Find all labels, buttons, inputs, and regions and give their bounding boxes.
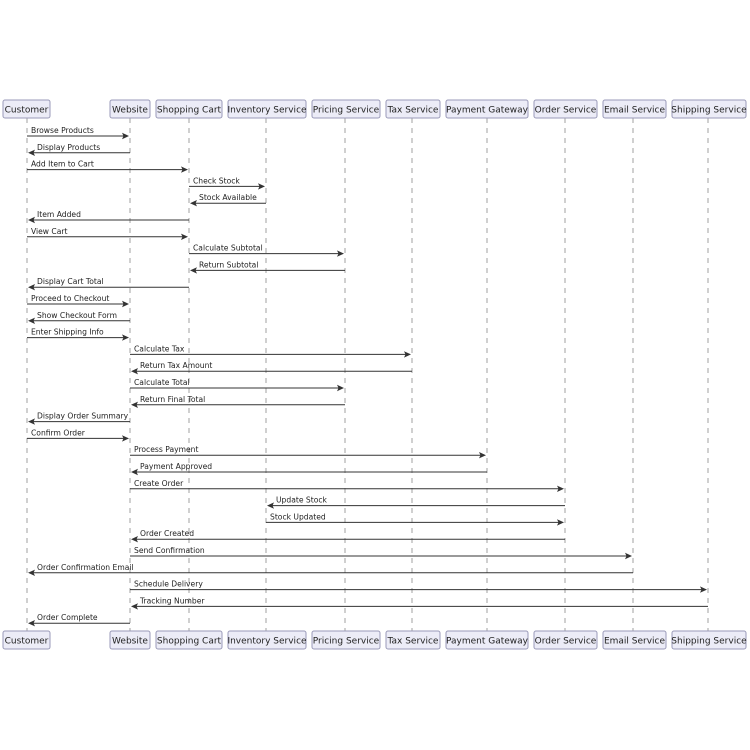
participant-customer-bottom xyxy=(3,631,50,649)
participant-customer-top xyxy=(3,100,50,118)
participant-pricing-bottom xyxy=(312,631,380,649)
participant-label: Shopping Cart xyxy=(156,636,222,647)
message-label: Display Cart Total xyxy=(37,277,104,287)
message-label: Check Stock xyxy=(193,176,240,186)
message-2 xyxy=(28,143,130,156)
message-15 xyxy=(131,361,412,374)
participant-order-top xyxy=(534,100,597,118)
message-13 xyxy=(27,328,129,341)
message-label: View Cart xyxy=(31,226,68,236)
message-20 xyxy=(130,445,486,458)
message-label: Payment Approved xyxy=(140,462,213,471)
message-16 xyxy=(130,378,344,391)
message-label: Stock Available xyxy=(199,193,257,203)
participant-label: Email Service xyxy=(603,105,666,116)
participant-pricing-top xyxy=(312,100,380,118)
participant-shipping-top xyxy=(671,100,747,118)
message-4 xyxy=(189,176,265,189)
message-29 xyxy=(131,596,708,609)
participant-label: Tax Service xyxy=(387,105,439,116)
message-label: Confirm Order xyxy=(31,428,85,438)
message-label: Display Order Summary xyxy=(37,411,129,421)
message-label: Order Created xyxy=(140,529,195,539)
message-21 xyxy=(131,462,487,475)
lifelines xyxy=(27,118,708,631)
message-label: Proceed to Checkout xyxy=(31,294,110,303)
participant-headers-bottom xyxy=(3,631,747,649)
message-17 xyxy=(131,395,345,408)
participant-label: Tax Service xyxy=(387,636,439,647)
message-9 xyxy=(190,260,345,273)
message-label: Process Payment xyxy=(134,445,199,455)
message-label: Add Item to Cart xyxy=(31,159,94,169)
participant-payment-top xyxy=(446,100,529,118)
participant-label: Pricing Service xyxy=(312,636,380,647)
participant-email-top xyxy=(603,100,666,118)
message-3 xyxy=(27,160,188,173)
participant-cart-bottom xyxy=(156,631,222,649)
message-26 xyxy=(130,546,632,559)
participant-email-bottom xyxy=(603,631,666,649)
messages xyxy=(27,126,708,626)
participant-order-bottom xyxy=(534,631,597,649)
message-label: Return Subtotal xyxy=(199,260,259,270)
message-22 xyxy=(130,479,564,492)
message-label: Enter Shipping Info xyxy=(31,327,104,337)
participant-label: Pricing Service xyxy=(312,105,380,116)
participant-label: Order Service xyxy=(534,105,597,116)
participant-headers-top xyxy=(3,100,747,118)
participant-shipping-bottom xyxy=(671,631,747,649)
message-label: Calculate Tax xyxy=(134,344,185,354)
message-14 xyxy=(130,344,411,357)
message-28 xyxy=(130,580,707,593)
participant-payment-bottom xyxy=(446,631,529,649)
participant-website-bottom xyxy=(110,631,150,649)
message-10 xyxy=(28,277,189,290)
message-label: Send Confirmation xyxy=(134,546,205,555)
message-label: Display Products xyxy=(37,142,101,152)
message-6 xyxy=(28,210,189,223)
participant-inventory-bottom xyxy=(227,631,307,649)
participant-inventory-top xyxy=(227,100,307,118)
message-label: Create Order xyxy=(134,478,184,488)
message-11 xyxy=(27,294,129,307)
message-23 xyxy=(267,496,565,509)
message-12 xyxy=(28,311,130,324)
participant-tax-bottom xyxy=(386,631,440,649)
message-1 xyxy=(27,126,129,139)
participant-label: Payment Gateway xyxy=(445,636,529,647)
message-25 xyxy=(131,529,565,542)
participant-label: Shipping Service xyxy=(671,105,747,116)
message-label: Calculate Total xyxy=(134,378,190,387)
message-label: Browse Products xyxy=(31,126,94,135)
message-label: Show Checkout Form xyxy=(37,310,117,320)
participant-label: Shipping Service xyxy=(671,636,747,647)
message-label: Item Added xyxy=(37,210,81,219)
message-7 xyxy=(27,227,188,240)
participant-website-top xyxy=(110,100,150,118)
participant-label: Inventory Service xyxy=(227,105,307,116)
message-label: Calculate Subtotal xyxy=(193,243,263,253)
participant-tax-top xyxy=(386,100,440,118)
message-label: Tracking Number xyxy=(140,596,205,606)
participant-cart-top xyxy=(156,100,222,118)
participant-label: Customer xyxy=(4,636,49,647)
participant-label: Inventory Service xyxy=(227,636,307,647)
message-label: Order Complete xyxy=(37,613,98,623)
message-label: Update Stock xyxy=(276,495,327,505)
message-label: Order Confirmation Email xyxy=(37,562,134,572)
participant-label: Payment Gateway xyxy=(445,105,529,116)
participant-label: Website xyxy=(112,636,148,647)
participant-label: Customer xyxy=(4,105,49,116)
message-label: Stock Updated xyxy=(270,512,326,522)
message-27 xyxy=(28,563,633,576)
participant-label: Order Service xyxy=(534,636,597,647)
message-24 xyxy=(266,512,564,525)
message-label: Return Final Total xyxy=(140,394,206,404)
participant-label: Email Service xyxy=(603,636,666,647)
message-label: Return Tax Amount xyxy=(140,361,213,371)
participant-label: Website xyxy=(112,105,148,116)
message-18 xyxy=(28,412,130,425)
message-5 xyxy=(190,193,266,206)
message-19 xyxy=(27,428,129,441)
message-label: Schedule Delivery xyxy=(134,579,203,589)
message-30 xyxy=(28,613,130,626)
participant-label: Shopping Cart xyxy=(156,105,222,116)
